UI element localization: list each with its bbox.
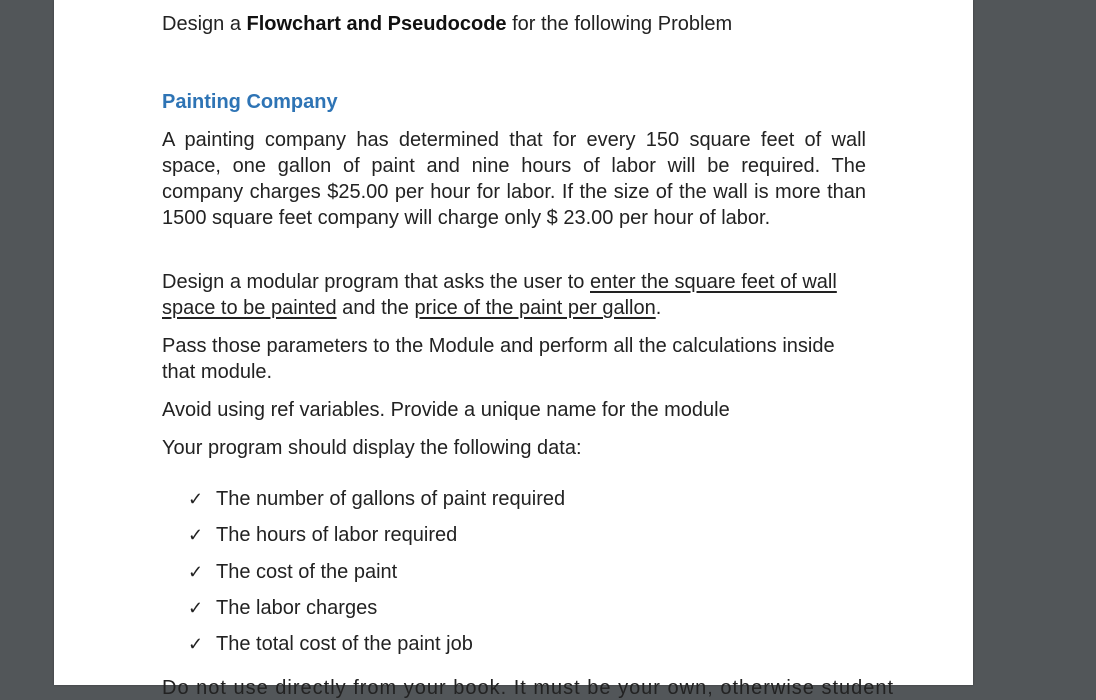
module-instruction: Pass those parameters to the Module and perform all the calculations inside that module. (162, 335, 835, 383)
cutoff-text-line: Do not use directly from your book. It must be your own, otherwise student (162, 677, 895, 699)
underlined-input-price: price of the paint per gallon (414, 297, 656, 319)
instruction-suffix: for the following Problem (506, 13, 733, 35)
instruction-bold: Flowchart and Pseudocode (246, 13, 507, 35)
requirements-text-3: . (655, 297, 662, 319)
checkmark-icon: ✓ (188, 561, 204, 582)
list-item (188, 520, 565, 556)
list-item (188, 629, 565, 665)
checkmark-icon: ✓ (188, 597, 204, 618)
instruction-line (162, 12, 732, 36)
ref-variable-instruction: Avoid using ref variables. Provide a unique name for the module (162, 399, 730, 421)
list-item (188, 557, 565, 593)
list-item (188, 484, 565, 520)
requirements-text-2: and the (336, 297, 415, 319)
program-requirements (162, 269, 866, 321)
checkmark-icon: ✓ (188, 634, 204, 655)
problem-description: A painting company has determined that for every 150 square feet of wall space, one gallon of paint and nine hours of labor will be required. The company charges $25.00 per hour for labor. If the size of the wall is more than 1500 square feet company will charge only $ 23.00 per hour of labor. (162, 129, 866, 229)
display-instruction: Your program should display the following data: (162, 437, 582, 459)
section-heading: Painting Company (162, 91, 338, 113)
checkmark-icon: ✓ (188, 525, 204, 546)
list-item (188, 593, 565, 629)
list-item-text: The total cost of the paint job (216, 633, 473, 656)
instruction-prefix: Design a (162, 13, 247, 35)
checkmark-icon: ✓ (188, 489, 204, 509)
list-item-text: The hours of labor required (216, 524, 458, 547)
list-item-text: The number of gallons of paint required (216, 488, 566, 510)
list-item-text: The labor charges (216, 596, 378, 619)
output-list (188, 484, 565, 665)
document-page (54, 0, 973, 699)
requirements-text-1: Design a modular program that asks the user to (162, 271, 590, 293)
list-item-text: The cost of the paint (216, 560, 398, 583)
underlined-input-square-feet: enter the square feet of wall space to be painted (162, 271, 837, 319)
